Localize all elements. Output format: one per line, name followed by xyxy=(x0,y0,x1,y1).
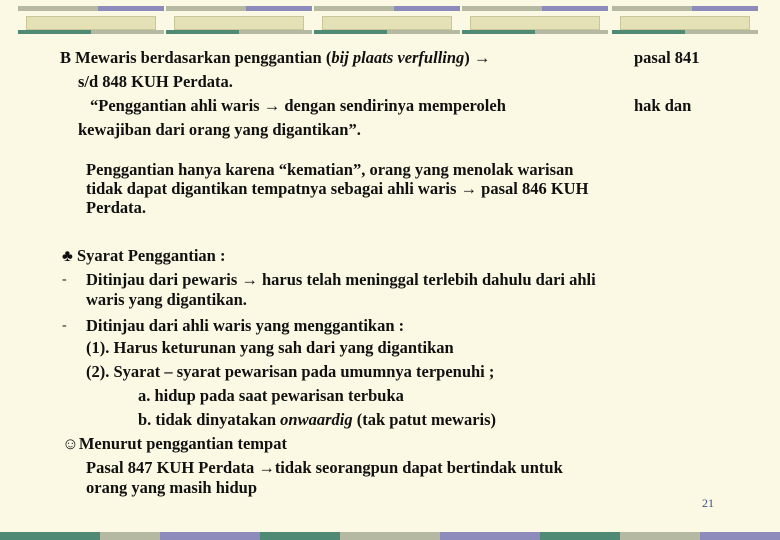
section-b-line-1 xyxy=(60,46,490,70)
para2-line-1: Penggantian hanya karena “kematian”, orang yang menolak warisan xyxy=(86,160,574,179)
syarat-item-2-line-1: Ditinjau dari ahli waris yang menggantikan : xyxy=(86,316,405,335)
section-b-line-2: s/d 848 KUH Perdata. xyxy=(78,72,233,91)
bottom-strip-segment xyxy=(100,532,160,540)
menurut-line-2: orang yang masih hidup xyxy=(86,478,258,497)
header-block-stripe xyxy=(542,6,608,11)
header-block-stripe xyxy=(246,6,312,11)
bottom-strip-segment xyxy=(620,532,700,540)
syarat-dash-1: - xyxy=(62,272,67,287)
syarat-dash-2: - xyxy=(62,318,67,333)
menurut-line-1: Pasal 847 KUH Perdata →tidak seorangpun dapat bertindak untuk xyxy=(86,458,563,477)
header-block-panel xyxy=(322,16,452,30)
section-b-term: bij plaats verfulling xyxy=(331,48,465,67)
header-block-stripe xyxy=(18,6,98,11)
header-block-panel xyxy=(620,16,750,30)
header-block-base xyxy=(387,30,460,34)
header-block-stripe xyxy=(166,6,246,11)
header-block-stripe xyxy=(394,6,460,11)
header-block xyxy=(166,6,312,34)
header-block-panel xyxy=(26,16,156,30)
syarat-sub-2: (2). Syarat – syarat pewarisan pada umumnya terpenuhi ; xyxy=(86,362,495,381)
para2-line-2: tidak dapat digantikan tempatnya sebagai ahli waris → pasal 846 KUH xyxy=(86,179,589,198)
page-number: 21 xyxy=(702,496,714,510)
syarat-item-1-line-2: waris yang digantikan. xyxy=(86,290,247,309)
bottom-strip-segment xyxy=(540,532,620,540)
section-b-line-4: kewajiban dari orang yang digantikan”. xyxy=(78,120,361,139)
para2-line-3: Perdata. xyxy=(86,198,147,217)
header-block xyxy=(314,6,460,34)
header-block-stripe xyxy=(98,6,164,11)
bottom-strip-segment xyxy=(260,532,340,540)
header-block-base xyxy=(612,30,685,34)
section-b-line-3: “Penggantian ahli waris → dengan sendirinya memperoleh xyxy=(90,96,506,115)
section-b-line-1-text: B Mewaris berdasarkan penggantian ( xyxy=(60,48,332,67)
header-block-base xyxy=(685,30,758,34)
syarat-heading: ♣ Syarat Penggantian : xyxy=(62,246,226,265)
bottom-strip-segment xyxy=(0,532,100,540)
syarat-sub-2a: a. hidup pada saat pewarisan terbuka xyxy=(138,386,404,405)
section-b-line-3-right: hak dan xyxy=(634,96,692,115)
menurut-heading: ☺Menurut penggantian tempat xyxy=(62,434,287,453)
syarat-sub-2b-post: (tak patut mewaris) xyxy=(352,410,497,429)
header-block-stripe xyxy=(314,6,394,11)
header-block-base xyxy=(91,30,164,34)
header-block-base xyxy=(239,30,312,34)
header-block-stripe xyxy=(612,6,692,11)
header-block-panel xyxy=(470,16,600,30)
header-block-base xyxy=(18,30,91,34)
section-b-line-1-right: pasal 841 xyxy=(634,48,700,67)
section-b-line-1-end: ) → xyxy=(464,48,491,67)
bottom-strip-segment xyxy=(440,532,540,540)
header-block xyxy=(612,6,758,34)
header-block-base xyxy=(166,30,239,34)
header-block xyxy=(18,6,164,34)
header-block xyxy=(462,6,608,34)
bottom-strip-segment xyxy=(700,532,780,540)
header-block-panel xyxy=(174,16,304,30)
bottom-strip-segment xyxy=(340,532,440,540)
syarat-sub-1: (1). Harus keturunan yang sah dari yang digantikan xyxy=(86,338,454,357)
bottom-strip-segment xyxy=(160,532,260,540)
header-block-stripe xyxy=(462,6,542,11)
syarat-item-1-line-1: Ditinjau dari pewaris → harus telah meninggal terlebih dahulu dari ahli xyxy=(86,270,596,289)
syarat-sub-2b-pre: b. tidak dinyatakan xyxy=(138,410,281,429)
header-block-base xyxy=(314,30,387,34)
syarat-sub-2b-term: onwaardig xyxy=(280,410,353,429)
header-block-stripe xyxy=(692,6,758,11)
syarat-sub-2b xyxy=(138,408,496,432)
header-block-base xyxy=(535,30,608,34)
header-block-base xyxy=(462,30,535,34)
bottom-decorative-strip xyxy=(0,532,780,540)
top-decorative-band xyxy=(0,0,780,38)
